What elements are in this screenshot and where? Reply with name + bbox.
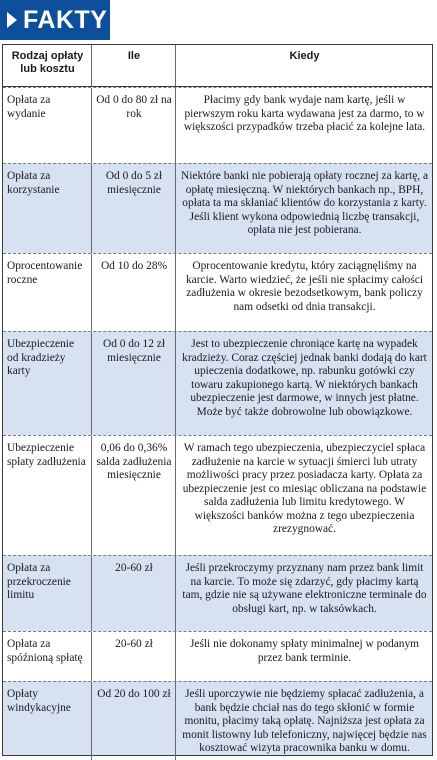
fee-when: Jest to ubezpieczenie chroniące kartę na wypadek kradzieży. Coraz częściej jednak banki dodają do kart upieczenia dodatkowe, np. rabunku gotówki czy towaru zakupionego kartą. W niektórych bankach ubezpieczenie jest darmowe, w innych jest płatne. Może być także dobrowolne lub obowiązkowe. <box>175 332 432 435</box>
fee-amount: Od 10 do 28% <box>91 254 175 331</box>
fee-amount: 0,06 do 0,36% salda zadłużenia miesięcznie <box>91 436 175 555</box>
header-when: Kiedy <box>175 45 432 86</box>
fee-type: Opłata za przekroczenie limitu <box>7 562 71 601</box>
fee-type: Opłata za korzystanie <box>7 170 60 196</box>
table-row <box>3 163 432 253</box>
table-row <box>3 87 432 163</box>
fee-when: W ramach tego ubezpieczenia, ubezpieczyciel spłaca zadłużenie na karcie w sytuacji śmierci lub utraty możliwości pracy przez posiadacza karty. Opłata za ubezpieczenie jest co miesiąc obliczana na podstawie salda zadłużenia lub limitu kredytowego. W większości banków można z tego ubezpieczenia zrezygnować. <box>175 436 432 555</box>
fee-amount: Od 20 do 100 zł <box>91 682 175 760</box>
arrow-icon <box>7 12 17 28</box>
fee-amount: Od 0 do 80 zł na rok <box>91 88 175 163</box>
banner-title: FAKTY <box>23 5 108 34</box>
header-amount: Ile <box>91 45 175 86</box>
fee-when: Jeśli uporczywie nie będziemy spłacać zadłużenia, a bank będzie chciał nas do tego skłonić w formie monitu, płacimy taką opłatę. Najniższa jest opłata za monit listowny lub telefoniczny, najwięcej będzie nas kosztować wizyta pracownika banku w domu. <box>175 682 432 760</box>
fee-type: Opłata za wydanie <box>7 94 51 120</box>
fee-when: Płacimy gdy bank wydaje nam kartę, jeśli w pierwszym roku karta wydawana jest za darmo, to w większości przypadków trzeba płacić za kolejne lata. <box>175 88 432 163</box>
fee-amount: 20-60 zł <box>91 632 175 681</box>
fee-when: Jeśli przekroczymy przyznany nam przez bank limit na karcie. To może się zdarzyć, gdy płacimy kartą tam, gdzie nie są używane elektroniczne terminale do obsługi kart, np. w taksówkach. <box>175 556 432 631</box>
fee-type: Oprocentowanie roczne <box>7 260 83 286</box>
fee-when: Niektóre banki nie pobierają opłaty rocznej za kartę, a opłatę miesięczną. W niektórych bankach np., BPH, opłata ta ma skłaniać klientów do korzystania z karty. Jeśli klient wykona odpowiednią liczbę transakcji, opłata nie jest pobierana. <box>175 164 432 253</box>
fees-table <box>2 44 433 756</box>
fee-type: Opłaty windykacyjne <box>7 688 71 714</box>
fee-type: Ubezpieczenie spłaty zadłużenia <box>7 442 86 468</box>
fee-amount: Od 0 do 5 zł miesięcznie <box>91 164 175 253</box>
fee-type: Ubezpieczenie od kradzieży karty <box>7 338 75 377</box>
table-row <box>3 435 432 555</box>
table-row <box>3 555 432 631</box>
section-banner <box>0 0 110 40</box>
fee-type: Opłata za spóźnioną spłatę <box>7 638 83 664</box>
fee-amount: Od 0 do 12 zł miesięcznie <box>91 332 175 435</box>
table-row <box>3 681 432 755</box>
fee-when: Jeśli nie dokonamy spłaty minimalnej w podanym przez bank terminie. <box>175 632 432 681</box>
table-row <box>3 253 432 331</box>
table-header <box>3 45 432 87</box>
fee-when: Oprocentowanie kredytu, który zaciągnęliśmy na karcie. Warto wiedzieć, że jeśli nie spłacimy całości zadłużenia w okresie bezodsetkowym, bank policzy nam odsetki od dnia transakcji. <box>175 254 432 331</box>
table-row <box>3 631 432 681</box>
table-row <box>3 331 432 435</box>
fee-amount: 20-60 zł <box>91 556 175 631</box>
header-type: Rodzaj opłaty lub kosztu <box>11 50 84 75</box>
